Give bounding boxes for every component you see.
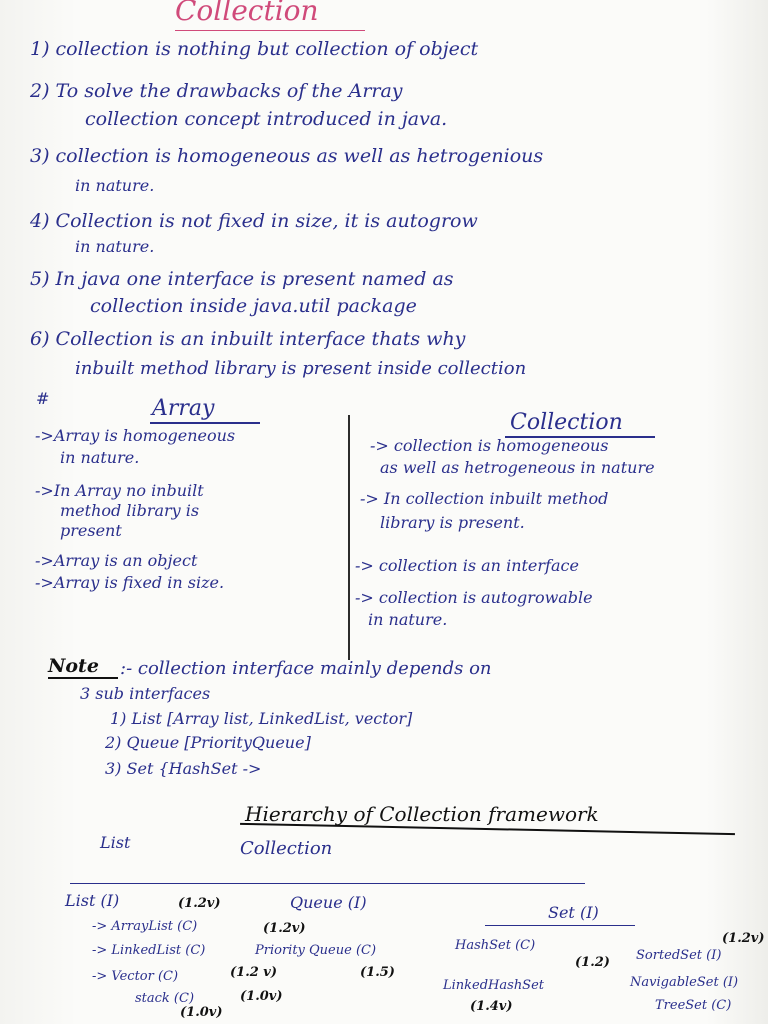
hierarchy-vector: -> Vector (C) bbox=[92, 969, 179, 984]
hierarchy-stack: stack (C) bbox=[135, 991, 195, 1006]
hierarchy-linked-hashset: LinkedHashSet bbox=[443, 978, 545, 993]
collection-item-3: -> collection is an interface bbox=[355, 556, 579, 575]
array-item-1-line-1: ->Array is homogeneous bbox=[35, 426, 236, 445]
note-underline bbox=[48, 677, 118, 679]
note-label: Note bbox=[48, 655, 99, 677]
set-branch-line bbox=[485, 925, 635, 926]
hierarchy-branch-line bbox=[70, 883, 585, 884]
hierarchy-stack-version: (1.0v) bbox=[180, 1005, 223, 1020]
collection-item-2-line-2: library is present. bbox=[380, 513, 525, 532]
hierarchy-treeset: TreeSet (C) bbox=[655, 998, 732, 1013]
array-item-4: ->Array is fixed in size. bbox=[35, 573, 225, 592]
point-2-line-2: collection concept introduced in java. bbox=[85, 108, 448, 130]
hierarchy-root: Collection bbox=[240, 838, 333, 859]
hierarchy-heading: Hierarchy of Collection framework bbox=[245, 802, 599, 826]
collection-item-1-line-2: as well as hetrogeneous in nature bbox=[380, 458, 655, 477]
hash-mark: # bbox=[36, 389, 50, 408]
array-item-2-line-2: method library is bbox=[60, 501, 200, 520]
hierarchy-lhs-version: (1.4v) bbox=[470, 999, 513, 1014]
title-underline bbox=[175, 30, 365, 31]
hierarchy-hashset: HashSet (C) bbox=[455, 938, 536, 953]
collection-item-4-line-1: -> collection is autogrowable bbox=[355, 588, 593, 607]
hierarchy-hashset-version: (1.2) bbox=[575, 955, 610, 970]
array-item-1-line-2: in nature. bbox=[60, 448, 140, 467]
page-title: Collection bbox=[175, 0, 319, 27]
collection-heading: Collection bbox=[510, 410, 623, 435]
hierarchy-sortedset-version: (1.2v) bbox=[722, 931, 765, 946]
point-6-line-2: inbuilt method library is present inside collection bbox=[75, 358, 527, 379]
hierarchy-linkedlist: -> LinkedList (C) bbox=[92, 943, 206, 958]
collection-item-2-line-1: -> In collection inbuilt method bbox=[360, 489, 609, 508]
hierarchy-linkedlist-version: (1.2 v) bbox=[230, 965, 277, 980]
hierarchy-priority-queue: Priority Queue (C) bbox=[255, 943, 377, 958]
point-1: 1) collection is nothing but collection of object bbox=[30, 38, 479, 60]
array-item-2-line-1: ->In Array no inbuilt bbox=[35, 481, 204, 500]
array-heading-underline bbox=[150, 422, 260, 424]
hierarchy-side-label: List bbox=[100, 833, 131, 852]
hierarchy-list: List (I) bbox=[65, 891, 120, 910]
collection-item-1-line-1: -> collection is homogeneous bbox=[370, 436, 609, 455]
column-divider bbox=[348, 415, 350, 660]
point-2-line-1: 2) To solve the drawbacks of the Array bbox=[30, 80, 403, 102]
note-item-3: 3) Set {HashSet -> bbox=[105, 759, 262, 778]
hierarchy-arraylist-version: (1.2v) bbox=[263, 921, 306, 936]
point-3-line-2: in nature. bbox=[75, 176, 155, 195]
array-item-2-line-3: present bbox=[60, 521, 122, 540]
hierarchy-queue: Queue (I) bbox=[290, 893, 367, 912]
hierarchy-sortedset: SortedSet (I) bbox=[636, 948, 722, 963]
point-4-line-1: 4) Collection is not fixed in size, it is autogrow bbox=[30, 210, 478, 232]
point-6-line-1: 6) Collection is an inbuilt interface thats why bbox=[30, 328, 466, 350]
note-item-1: 1) List [Array list, LinkedList, vector] bbox=[110, 709, 413, 728]
hierarchy-vector-version: (1.0v) bbox=[240, 989, 283, 1004]
point-5-line-1: 5) In java one interface is present named as bbox=[30, 268, 454, 290]
point-3-line-1: 3) collection is homogeneous as well as hetrogenious bbox=[30, 145, 544, 167]
hierarchy-navigable: NavigableSet (I) bbox=[630, 975, 739, 990]
hierarchy-set: Set (I) bbox=[548, 903, 599, 922]
point-5-line-2: collection inside java.util package bbox=[90, 295, 417, 317]
hierarchy-pq-version: (1.5) bbox=[360, 965, 395, 980]
array-heading: Array bbox=[152, 396, 215, 421]
note-text-2: 3 sub interfaces bbox=[80, 684, 211, 703]
point-4-line-2: in nature. bbox=[75, 237, 155, 256]
hierarchy-list-version: (1.2v) bbox=[178, 896, 221, 911]
note-item-2: 2) Queue [PriorityQueue] bbox=[105, 733, 311, 752]
array-item-3: ->Array is an object bbox=[35, 551, 198, 570]
collection-item-4-line-2: in nature. bbox=[368, 610, 448, 629]
note-text: :- collection interface mainly depends on bbox=[120, 658, 492, 679]
hierarchy-arraylist: -> ArrayList (C) bbox=[92, 919, 198, 934]
